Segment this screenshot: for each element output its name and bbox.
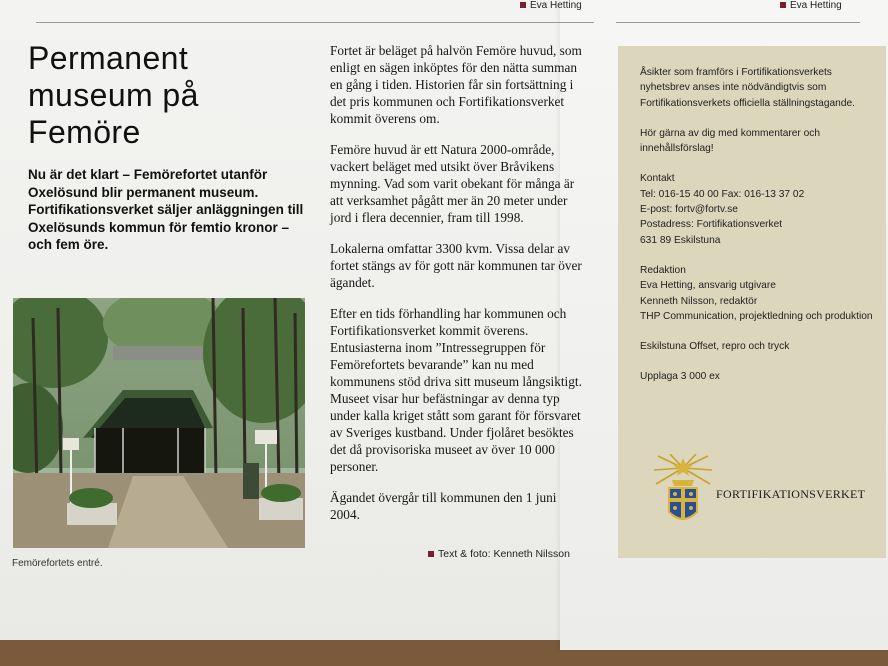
colophon-box	[618, 46, 886, 558]
contact-phone: Tel: 016-15 40 00 Fax: 016-13 37 02	[640, 188, 805, 200]
redaktion-line: Kenneth Nilsson, redaktör	[640, 295, 758, 307]
fortifikationsverket-crest-icon	[652, 454, 714, 534]
byline-left-text: Eva Hetting	[530, 0, 582, 11]
body-paragraph: Femöre huvud är ett Natura 2000-område, vackert beläget med utsikt över Bråvikens mynning. Vad som varit obekant för många är att verksamhet pågått mer än 20 meter under jord i flera decennier, fram till 1998.	[330, 142, 575, 225]
title-line: Femöre	[28, 114, 141, 150]
body-paragraph: Fortet är beläget på halvön Femöre huvud, som enligt en sägen inköptes för den nätta summan en gång i tiden. Historien får sin fortsättning i det pris kommunen och Fortifikationsverket kommit överens om.	[330, 43, 582, 126]
byline-right-text: Eva Hetting	[790, 0, 842, 11]
contact-address: Postadress: Fortifikationsverket	[640, 219, 783, 231]
article-lead: Nu är det klart – Femörefortet utanför Oxelösund blir permanent museum. Fortifikationsverket säljer anläggningen till Oxelösunds kommun för femtio kronor – och fem öre.	[28, 167, 304, 252]
contact-email: E-post: fortv@fortv.se	[640, 204, 738, 216]
credit-text: Text & foto: Kenneth Nilsson	[438, 548, 570, 560]
photo-credit	[428, 548, 570, 560]
credit-marker	[428, 551, 434, 557]
body-paragraph: Ägandet övergår till kommunen den 1 juni 2004.	[330, 490, 557, 522]
byline-marker	[780, 2, 786, 8]
byline-right	[780, 0, 842, 11]
contact-heading: Kontakt	[640, 173, 675, 185]
fort-entrance-photo	[13, 298, 305, 548]
feedback-note: Hör gärna av dig med kommentarer och innehållsförslag!	[640, 127, 821, 155]
contact-block	[640, 171, 880, 247]
edition-line: Upplaga 3 000 ex	[640, 371, 720, 383]
org-name: FORTIFIKATIONSVERKET	[716, 487, 866, 501]
photo-illustration	[13, 298, 305, 548]
colophon-text	[640, 65, 880, 400]
byline-marker	[520, 2, 526, 8]
article-title	[28, 40, 199, 151]
byline-left	[520, 0, 582, 11]
contact-city: 631 89 Eskilstuna	[640, 234, 721, 246]
redaktion-heading: Redaktion	[640, 264, 686, 276]
header-rule-right	[616, 22, 860, 23]
disclaimer: Åsikter som framförs i Fortifikationsverkets nyhetsbrev anses inte nödvändigtvis som Fortifikationsverkets officiella ställningstagande.	[640, 67, 855, 109]
header-rule	[36, 22, 594, 23]
redaktion-block	[640, 263, 880, 324]
redaktion-line: Eva Hetting, ansvarig utgivare	[640, 280, 776, 292]
redaktion-line: THP Communication, projektledning och produktion	[640, 310, 873, 322]
print-line: Eskilstuna Offset, repro och tryck	[640, 341, 790, 353]
title-line: museum på	[28, 77, 199, 113]
body-paragraph: Lokalerna omfattar 3300 kvm. Vissa delar av fortet stängs av för gott när kommunen tar över ägandet.	[330, 241, 582, 290]
article-body	[330, 42, 588, 537]
body-paragraph: Efter en tids förhandling har kommunen och Fortifikationsverket kommit överens. Entusiasterna inom ”Intressegruppen för Femörefortets bevarande” kan nu med kommunens stöd driva sitt museum långsiktigt. Museet visar hur befästningar av denna typ under kalla kriget stått som garant för försvaret av Sveriges kustband. Under fjolåret besöktes det då provisoriska museet av över 10 000 personer.	[330, 306, 582, 474]
photo-caption: Femörefortets entré.	[12, 558, 103, 569]
title-line: Permanent	[28, 40, 189, 76]
